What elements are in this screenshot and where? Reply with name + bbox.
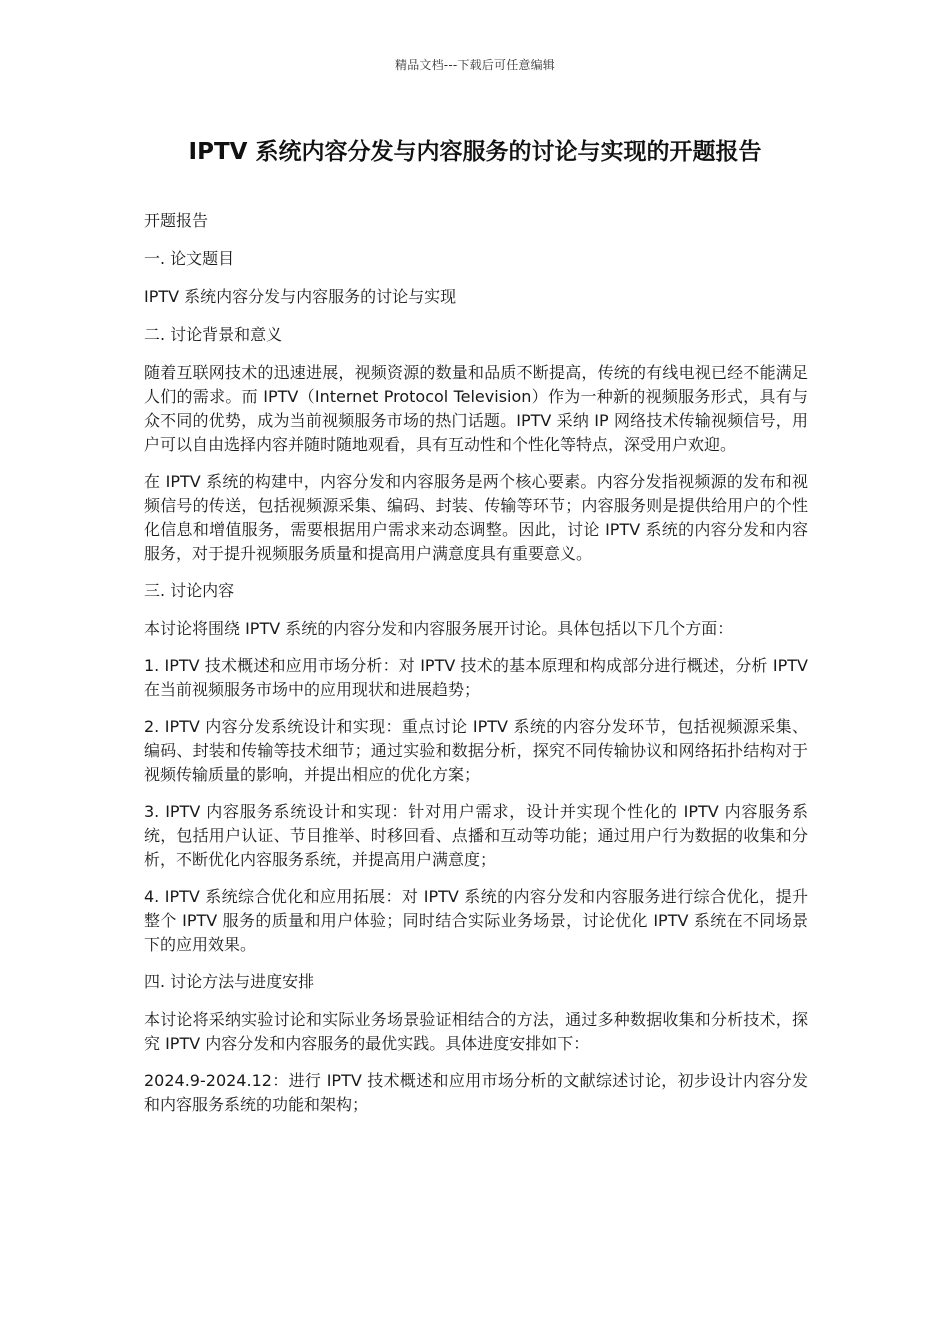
report-label: 开题报告 <box>144 211 209 230</box>
section-heading-method-schedule: 四. 讨论方法与进度安排 <box>144 972 315 991</box>
content-intro-paragraph: 本讨论将围绕 IPTV 系统的内容分发和内容服务展开讨论。具体包括以下几个方面： <box>144 619 734 638</box>
document-title: IPTV 系统内容分发与内容服务的讨论与实现的开题报告 <box>188 139 762 165</box>
method-paragraph: 本讨论将采纳实验讨论和实际业务场景验证相结合的方法，通过多种数据收集和分析技术，探究 IPTV 内容分发和内容服务的最优实践。具体进度安排如下： <box>144 1010 808 1053</box>
schedule-item-1: 2024.9-2024.12：进行 IPTV 技术概述和应用市场分析的文献综述讨论，初步设计内容分发和内容服务系统的功能和架构； <box>144 1071 808 1114</box>
section-heading-background: 二. 讨论背景和意义 <box>144 325 283 344</box>
content-item-3: 3. IPTV 内容服务系统设计和实现：针对用户需求，设计并实现个性化的 IPTV 内容服务系统，包括用户认证、节目推举、时移回看、点播和互动等功能；通过用户行为数据的收集和分析，不断优化内容服务系统，并提高用户满意度； <box>144 802 808 869</box>
thesis-title-text: IPTV 系统内容分发与内容服务的讨论与实现 <box>144 287 457 306</box>
content-item-2: 2. IPTV 内容分发系统设计和实现：重点讨论 IPTV 系统的内容分发环节，包括视频源采集、编码、封装和传输等技术细节；通过实验和数据分析，探究不同传输协议和网络拓扑结构对于视频传输质量的影响，并提出相应的优化方案； <box>144 717 808 784</box>
document-body <box>144 209 808 1130</box>
background-paragraph-1: 随着互联网技术的迅速进展，视频资源的数量和品质不断提高，传统的有线电视已经不能满足人们的需求。而 IPTV（Internet Protocol Television）作为一种新的视频服务形式，具有与众不同的优势，成为当前视频服务市场的热门话题。IPTV 采纳 IP 网络技术传输视频信号，用户可以自由选择内容并随时随地观看，具有互动性和个性化等特点，深受用户欢迎。 <box>144 363 808 454</box>
background-paragraph-2: 在 IPTV 系统的构建中，内容分发和内容服务是两个核心要素。内容分发指视频源的发布和视频信号的传送，包括视频源采集、编码、封装、传输等环节；内容服务则是提供给用户的个性化信息和增值服务，需要根据用户需求来动态调整。因此，讨论 IPTV 系统的内容分发和内容服务，对于提升视频服务质量和提高用户满意度具有重要意义。 <box>144 472 808 563</box>
section-heading-content: 三. 讨论内容 <box>144 581 235 600</box>
content-item-1: 1. IPTV 技术概述和应用市场分析：对 IPTV 技术的基本原理和构成部分进行概述，分析 IPTV 在当前视频服务市场中的应用现状和进展趋势； <box>144 656 808 699</box>
content-item-4: 4. IPTV 系统综合优化和应用拓展：对 IPTV 系统的内容分发和内容服务进行综合优化，提升整个 IPTV 服务的质量和用户体验；同时结合实际业务场景，讨论优化 IPTV 系统在不同场景下的应用效果。 <box>144 887 808 954</box>
page-header-watermark: 精品文档---下载后可任意编辑 <box>395 58 555 72</box>
section-heading-thesis-title: 一. 论文题目 <box>144 249 235 268</box>
